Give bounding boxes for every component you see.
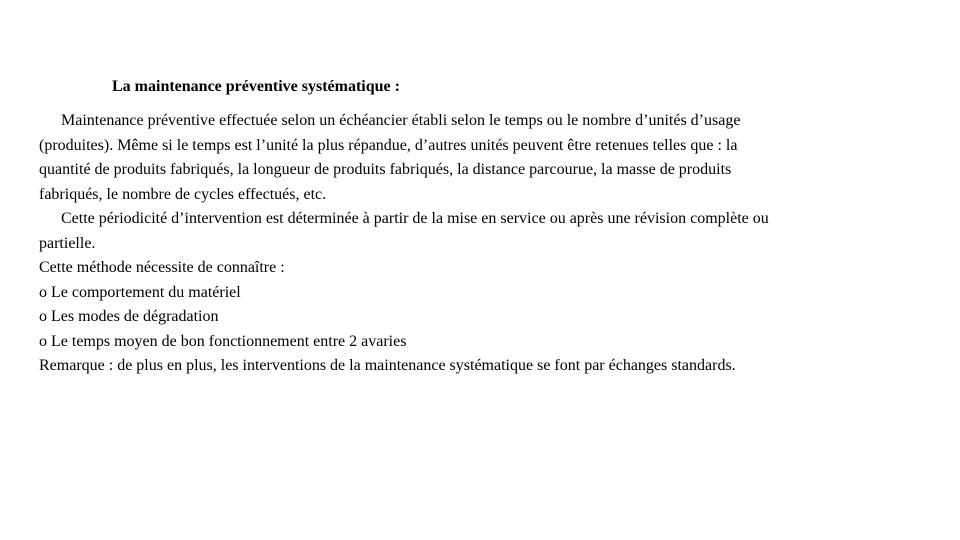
remark-line: Remarque : de plus en plus, les interventions de la maintenance systématique se font par échanges standards. — [39, 357, 736, 374]
paragraph-line: quantité de produits fabriqués, la longueur de produits fabriqués, la distance parcourue, la masse de produits — [39, 161, 732, 178]
paragraph-line: Cette méthode nécessite de connaître : — [39, 259, 285, 276]
paragraph-line: Cette périodicité d’intervention est déterminée à partir de la mise en service ou après une révision complète ou — [61, 210, 769, 227]
paragraph-line: fabriqués, le nombre de cycles effectués, etc. — [39, 185, 327, 203]
section-heading: La maintenance préventive systématique : — [112, 78, 400, 95]
paragraph-line: Maintenance préventive effectuée selon un échéancier établi selon le temps ou le nombre d’unités d’usage — [61, 112, 741, 129]
list-item: o Le temps moyen de bon fonctionnement entre 2 avaries — [39, 332, 407, 350]
list-item: o Les modes de dégradation — [39, 308, 219, 325]
paragraph-line: partielle. — [39, 234, 96, 252]
list-item: o Le comportement du matériel — [39, 283, 241, 301]
paragraph-line: (produites). Même si le temps est l’unité la plus répandue, d’autres unités peuvent être retenues telles que : la — [39, 136, 738, 154]
body-text — [39, 109, 919, 379]
